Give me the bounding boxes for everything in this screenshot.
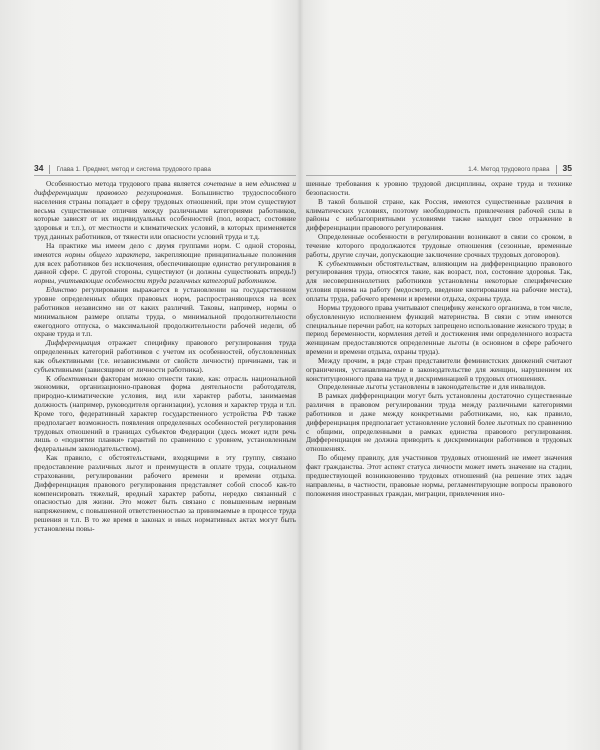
left-page-header — [34, 162, 296, 174]
paragraph: К субъективным обстоятельствам, влияющим на дифференциацию правового регулирования труда, относятся такие, как возраст, пол, состояние здоровья. Так, для несовершеннолетних работников установлены некоторые специфические условия приема на работу (медосмотр, введение квотирования на рабочие места), оплаты труда, рабочего времени и времени отдыха, охраны труда. — [306, 258, 572, 303]
right-page-text — [306, 180, 572, 498]
right-page-header — [306, 162, 572, 174]
paragraph: Между прочим, в ряде стран представители феминистских движений считают ограничения, устанавливаемые в законодательстве для женщин, нарушением их конституционного права на труд и дискриминацией в трудовых отношениях. — [306, 355, 572, 383]
paragraph: шенные требования к уровню трудовой дисциплины, охране труда и технике безопасности. — [306, 179, 572, 197]
header-separator — [556, 165, 557, 174]
paragraph: Особенностью метода трудового права является сочетание в нем единства и дифференциации правового регулирования. Большинство трудоспособного населения страны попадает в сферу трудовых отношений, при этом существуют весьма существенные отличия между различными категориями работников, которые зависят от их индивидуальных особенностей (пол, возраст, состояние здоровья и т.п.), от местности и климатических условий, в которых применяется труд данных работников, от тяжести или опасности условий труда и т.д. — [34, 179, 296, 242]
paragraph: Нормы трудового права учитывают специфику женского организма, в том числе, обусловленную исполнением функций материнства. В связи с этим имеются специальные перечни работ, на которых запрещено использование женского труда; в период беременности, кормления детей и достижения ими определенного возраста женщинам предоставляются определенные льготы (в основном в сфере рабочего времени и времени отдыха, охраны труда). — [306, 302, 572, 357]
paragraph: На практике мы имеем дело с двумя группами норм. С одной стороны, имеются нормы общего характера, закрепляющие принципиальные положения для всех работников без исключения, обеспечивающие единство регулирования в данной сфере. С другой стороны, существуют (и должны существовать впредь!) нормы, учитывающие особенности труда различных категорий работников. — [34, 240, 297, 286]
paragraph: Дифференциация отражает специфику правового регулирования труда определенных категорий работников с учетом их особенностей, обусловленных как объективными (т.е. независимыми от свойств личности) причинами, так и субъективными (зависящими от личности работника). — [34, 338, 296, 374]
right-header-rule — [306, 175, 572, 176]
paragraph: Как правило, с обстоятельствами, входящими в эту группу, связано предоставление различных льгот и преимуществ в оплате труда, социальном страховании, регулировании рабочего времени и времени отдыха. Дифференциация правового регулирования представляет собой способ как-то компенсировать тяжелый, вредный характер работы, нередко связанный с опасностью для жизни. Это может быть связано с повышенным нервным напряжением, с повышенной ответственностью за принимаемые в процессе труда решения и т.п. В то же время в законах и иных нормативных актах могут быть установлены повы- — [34, 453, 296, 533]
paragraph: В такой большой стране, как Россия, имеются существенные различия в климатических условиях, поэтому необходимость привлечения рабочей силы в районы с неблагоприятными условиями также находит свое отражение в дифференциации правового регулирования. — [306, 196, 572, 233]
paragraph: К объективным факторам можно отнести такие, как: отрасль национальной экономики, организационно-правовая форма деятельности работодателя, природно-климатические условия, вид или характер работы, занимаемая должность (например, руководителя организации), условия и характер труда и т.п. Кроме того, федеративный характер государственного устройства РФ также предполагает возможность появления определенных особенностей регулирования трудовых отношений в границах субъектов Федерации (здесь может идти речь лишь о «поднятии планки» гарантий по сравнению с уровнем, установленным федеральным законодательством). — [34, 373, 297, 454]
left-running-title: Глава 1. Предмет, метод и система трудового права — [56, 166, 211, 173]
header-separator — [49, 165, 50, 174]
right-section-title: 1.4. Метод трудового права — [468, 166, 550, 173]
left-page-number: 34 — [34, 163, 44, 173]
paragraph: Определенные льготы установлены в законодательстве и для инвалидов. — [318, 382, 546, 392]
right-page-number: 35 — [562, 163, 572, 173]
paragraph: Единство регулирования выражается в установлении на государственном уровне определенных общих правовых норм, распространяющихся на всех работников независимо ни от каких различий. Таковы, например, нормы о минимальном размере оплаты труда, о минимальной продолжительности ежегодного отпуска, о максимальной продолжительности рабочей недели, об охране труда и т.п. — [34, 285, 296, 339]
left-header-rule — [34, 175, 296, 176]
paragraph: Определенные особенности в регулировании возникают в связи со сроком, в течение которого продолжаются трудовые отношения (сезонные, временные работы, другие случаи, допускающие заключение срочных трудовых договоров). — [306, 232, 572, 259]
paragraph: По общему правилу, для участников трудовых отношений не имеет значения факт гражданства. Этот аспект статуса личности может иметь значение на стадии, предшествующей возникновению трудовых отношений (на решение этих задач направлены, в частности, правовые нормы, регламентирующие вопросы правового положения иностранных граждан, миграции, привлечения ино- — [306, 453, 572, 498]
left-page-text — [34, 180, 296, 534]
paragraph: В рамках дифференциации могут быть установлены достаточно существенные различия в правовом регулировании труда между различными категориями работников и даже между конкретными работниками, но, как правило, дифференциация предполагает установление условий более льготных по сравнению с общими, определенными в рамках единства правового регулирования. Дифференциация не должна приводить к дискриминации работников в трудовых отношениях. — [306, 391, 572, 454]
